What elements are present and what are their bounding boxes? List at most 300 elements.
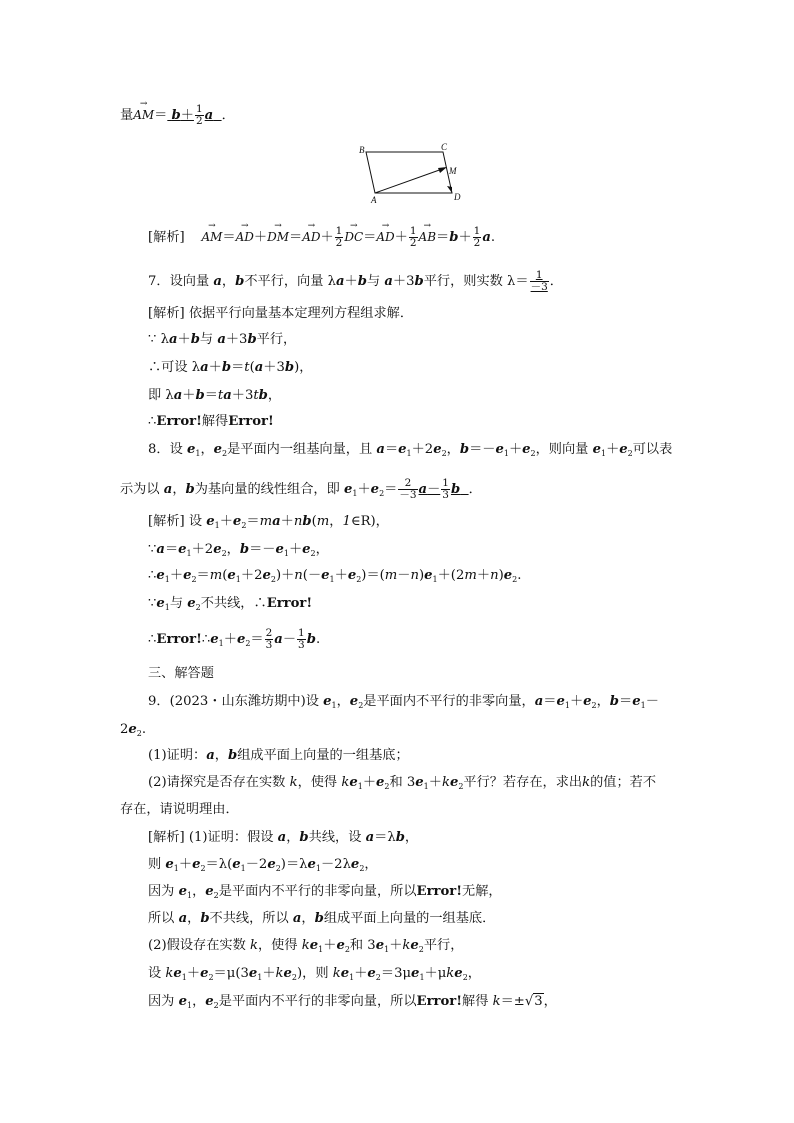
text: ＋	[424, 966, 438, 981]
text: 是平面内不平行的非零向量，所以	[218, 994, 417, 1009]
subscript: 1	[329, 575, 335, 584]
var: e	[262, 568, 271, 583]
greek: λ	[165, 388, 174, 403]
subscript: 2	[462, 973, 468, 982]
sqrt-sign: √	[524, 994, 534, 1009]
solution-9-line-7	[148, 992, 557, 1012]
subscript: 1	[318, 945, 324, 954]
subscript: 2	[213, 1001, 219, 1010]
var: k	[250, 938, 258, 953]
var: e	[178, 542, 187, 557]
solution-9-line-3	[148, 882, 502, 902]
var: e	[350, 857, 360, 872]
fraction	[297, 628, 306, 651]
text: 平行，	[423, 938, 464, 953]
solution-9-line-4	[148, 909, 495, 929]
subscript: 1	[240, 864, 246, 873]
subscript: 2	[291, 973, 298, 982]
subscript: 2	[591, 701, 597, 710]
text: 组成平面上向量的一组基底；	[237, 748, 409, 763]
var: e	[128, 722, 137, 737]
var: e	[433, 442, 442, 457]
subscript: 2	[208, 973, 214, 982]
var: e	[347, 568, 357, 583]
var: b	[247, 332, 257, 347]
text: 和 3	[389, 775, 416, 790]
subscript: 2	[344, 945, 350, 954]
text: ，使得	[297, 775, 342, 790]
text: ＝	[205, 857, 219, 872]
var: e	[454, 966, 463, 981]
var: b	[357, 274, 367, 289]
text: ∴	[148, 568, 157, 583]
var: m	[316, 514, 330, 529]
answer-blank	[167, 103, 221, 127]
var: e	[449, 775, 459, 790]
solution-7-line-5	[148, 412, 274, 432]
var: k	[341, 775, 350, 790]
var: k	[441, 775, 450, 790]
var: b	[299, 830, 309, 845]
text: ＝	[222, 230, 236, 245]
text: ＝	[515, 274, 529, 289]
question-9-part-2-cont	[120, 800, 239, 820]
subscript: 1	[384, 945, 390, 954]
var: e	[376, 775, 385, 790]
subscript: 1	[164, 603, 170, 612]
text: ，	[214, 748, 228, 763]
text: (	[249, 360, 255, 375]
text: 即	[148, 388, 166, 403]
text: 与	[199, 332, 218, 347]
var: k	[332, 966, 341, 981]
subscript: 2	[418, 945, 424, 954]
label-d: D	[454, 192, 461, 202]
var: e	[349, 694, 359, 709]
var: e	[156, 596, 165, 611]
var: a	[384, 274, 393, 289]
num: 1	[535, 269, 543, 281]
error-placeholder: Error!	[416, 884, 463, 899]
answer-fraction	[530, 270, 549, 293]
den: 3	[298, 639, 305, 651]
vector-am: → AM	[133, 105, 154, 125]
var: e	[205, 994, 214, 1009]
var: e	[592, 442, 601, 457]
var: m	[209, 568, 223, 583]
var: k	[582, 775, 591, 790]
var: e	[370, 482, 380, 497]
fraction	[265, 628, 274, 651]
var: e	[156, 568, 165, 583]
text: (1)证明：	[148, 748, 207, 763]
text: 平行，则实数	[423, 274, 508, 289]
greek: λ	[507, 274, 516, 289]
subscript: 1	[315, 864, 321, 873]
subscript: 2	[213, 891, 219, 900]
var: a	[213, 274, 222, 289]
var: b	[200, 911, 210, 926]
text: ＝	[250, 632, 264, 647]
var: b	[284, 360, 295, 375]
text: ＋	[394, 230, 408, 245]
text: ＋	[262, 966, 276, 981]
var: a	[376, 442, 385, 457]
var: a	[336, 274, 345, 289]
var: a	[217, 332, 226, 347]
subscript: 1	[186, 1001, 193, 1010]
var: a	[168, 332, 178, 347]
fraction	[441, 478, 450, 501]
text: ，	[315, 542, 329, 557]
text: －	[397, 568, 411, 583]
var: k	[165, 966, 174, 981]
var: e	[619, 442, 628, 457]
text: ∵	[148, 332, 161, 347]
subscript: 1	[195, 449, 201, 458]
vector: → AD	[236, 227, 254, 247]
subscript: 1	[164, 575, 170, 584]
text: )	[498, 568, 504, 583]
var: e	[302, 542, 311, 557]
text: ＋3	[231, 388, 254, 403]
greek: λ	[191, 360, 201, 375]
subscript: 2	[241, 521, 247, 530]
subscript: 1	[283, 549, 289, 558]
text: 因为	[148, 994, 179, 1009]
text: 7．设向量	[148, 274, 214, 289]
text: .	[517, 568, 522, 583]
subscript: 1	[173, 864, 179, 873]
subscript: 2	[221, 549, 227, 558]
question-9-line-2	[120, 720, 146, 740]
var: n	[490, 568, 499, 583]
greek: μ	[437, 966, 447, 981]
var: e	[192, 857, 201, 872]
section-heading	[148, 664, 214, 684]
text: 所以	[148, 911, 179, 926]
text: 无解，	[462, 884, 502, 899]
subscript: 2	[191, 575, 197, 584]
var: e	[410, 938, 419, 953]
fraction	[195, 104, 204, 127]
var: b	[190, 332, 200, 347]
text: 组成平面上向量的一组基底．	[323, 911, 496, 926]
solution-8-line-4	[148, 594, 312, 614]
var: e	[210, 632, 219, 647]
fill-blank-line-6	[120, 104, 235, 127]
error-placeholder: Error!	[228, 414, 274, 429]
var: k	[446, 966, 455, 981]
text: 与	[169, 596, 188, 611]
greek: μ	[226, 966, 236, 981]
var: t	[253, 388, 259, 403]
var: e	[283, 966, 292, 981]
var: a	[173, 388, 183, 403]
text: ，	[446, 442, 460, 457]
var: b	[239, 542, 250, 557]
text: ＋	[182, 388, 196, 403]
subscript: 2	[530, 449, 536, 458]
text: ∴	[201, 632, 211, 647]
question-9-part-1	[148, 746, 409, 766]
text: ＋	[177, 332, 191, 347]
var: e	[340, 966, 350, 981]
subscript: 2	[270, 575, 276, 584]
text: ＋	[357, 482, 371, 497]
var: b	[449, 230, 459, 245]
text: ＋	[476, 568, 491, 583]
subscript: 1	[419, 973, 425, 982]
fraction	[409, 226, 418, 249]
text: )＝	[280, 857, 300, 872]
text: ．	[468, 482, 482, 497]
var: a	[365, 830, 375, 845]
text: 设	[148, 966, 166, 981]
var: e	[232, 514, 242, 529]
solution-8-line-3	[148, 566, 521, 586]
text: ＋	[458, 230, 472, 245]
text: 的值；若不	[590, 775, 657, 790]
subscript: 1	[432, 575, 438, 584]
text: －2	[245, 857, 268, 872]
num: 1	[409, 225, 417, 237]
var: a	[178, 911, 188, 926]
text: ，	[221, 274, 236, 289]
text: 为基向量的线性组合，即	[194, 482, 344, 497]
text: ，	[596, 694, 610, 709]
error-placeholder: Error!	[416, 994, 463, 1009]
var: e	[183, 568, 192, 583]
text: ＋	[186, 966, 201, 981]
subscript: 2	[358, 701, 364, 710]
question-9-line-1	[148, 692, 659, 712]
text: ，使得	[258, 938, 302, 953]
text: .	[315, 632, 321, 647]
question-8-line-1	[148, 440, 672, 460]
text: ，	[404, 830, 419, 845]
text: ＋	[320, 230, 334, 245]
var: k	[301, 938, 310, 953]
den: 2	[409, 237, 417, 249]
var: e	[186, 442, 196, 457]
var: e	[275, 542, 284, 557]
text: )＝(	[361, 568, 385, 583]
subscript: 1	[357, 782, 363, 791]
text: ＋	[334, 568, 348, 583]
vector: → AB	[419, 227, 436, 247]
radicand: 3	[534, 994, 543, 1009]
var: a	[277, 830, 287, 845]
subscript: 2	[195, 603, 201, 612]
text: 解得	[201, 414, 229, 429]
subscript: 1	[503, 449, 509, 458]
text: －	[282, 632, 297, 647]
var: a	[163, 482, 173, 497]
vector: → AD	[376, 227, 394, 247]
var: b	[235, 274, 245, 289]
text: ∴可设	[148, 360, 192, 375]
subscript: 2	[627, 449, 633, 458]
text: ＝	[196, 568, 210, 583]
text: ＋	[389, 938, 403, 953]
var: b	[302, 514, 312, 529]
var: b	[195, 388, 205, 403]
text: ．	[549, 274, 563, 289]
var: e	[267, 857, 276, 872]
var: e	[415, 775, 424, 790]
subscript: 1	[600, 449, 607, 458]
text: ＝	[436, 230, 450, 245]
var: a	[156, 542, 165, 557]
var: b	[450, 482, 461, 497]
var: e	[227, 568, 236, 583]
text: ＋	[428, 775, 442, 790]
subscript: 1	[331, 701, 337, 710]
text: 量	[120, 108, 134, 123]
text: ，	[329, 514, 343, 529]
text: 是平面内一组基向量，且	[227, 442, 377, 457]
var: e	[178, 884, 187, 899]
text: ＋	[354, 966, 368, 981]
text: 则	[148, 857, 166, 872]
text: ，	[364, 857, 378, 872]
subscript: 1	[257, 973, 263, 982]
var: k	[492, 994, 501, 1009]
var: k	[275, 966, 284, 981]
var: a	[274, 632, 283, 647]
text: (2)假设存在实数	[148, 938, 250, 953]
text: ＋	[288, 542, 303, 557]
text: ＝－	[249, 542, 276, 557]
text: .	[490, 230, 496, 245]
var: b	[306, 632, 316, 647]
solution-6	[148, 226, 495, 249]
text: )，则	[297, 966, 333, 981]
text: ，	[286, 830, 300, 845]
text: ＋	[208, 360, 222, 375]
text: 共线，设	[308, 830, 366, 845]
var: t	[217, 388, 224, 403]
text: ＋	[606, 442, 620, 457]
text: 是平面内不平行的非零向量，所以	[218, 884, 417, 899]
text: ∴	[148, 632, 157, 647]
question-9-part-2	[148, 773, 656, 793]
var: e	[321, 568, 330, 583]
text: ，则向量	[535, 442, 593, 457]
text: ，	[336, 694, 350, 709]
error-placeholder: Error!	[156, 632, 202, 647]
var: b	[609, 694, 620, 709]
text: ＋	[280, 514, 294, 529]
var: a	[418, 482, 428, 497]
var: e	[205, 884, 214, 899]
text: ∴	[148, 414, 157, 429]
subscript: 2	[458, 782, 464, 791]
subscript: 2	[310, 549, 316, 558]
var: n	[410, 568, 419, 583]
text: ＋2	[240, 568, 263, 583]
text: 不共线，∴	[200, 596, 267, 611]
text: ＋	[219, 514, 233, 529]
text: 是平面内不平行的非零向量，	[363, 694, 535, 709]
subscript: 2	[222, 449, 228, 458]
greek: λ	[387, 830, 396, 845]
text: ＝	[384, 442, 399, 457]
den: 2	[195, 115, 203, 127]
text: ＋	[169, 568, 184, 583]
num: 1	[335, 225, 343, 237]
var: e	[165, 857, 174, 872]
var: e	[173, 966, 182, 981]
label-a: A	[371, 195, 377, 205]
text: ＋3	[263, 360, 285, 375]
greek: μ	[402, 966, 412, 981]
label-m: M	[449, 166, 457, 176]
subscript: 1	[349, 973, 355, 982]
subscript: 2	[356, 575, 362, 584]
text: 三、解答题	[148, 666, 214, 681]
text: 因为	[148, 884, 179, 899]
answer-blank	[397, 477, 468, 501]
var: m	[464, 568, 477, 583]
var: e	[213, 542, 222, 557]
text: ，	[467, 966, 481, 981]
var: e	[503, 568, 513, 583]
den: 2	[335, 237, 343, 249]
num: 1	[473, 225, 481, 237]
vector: → DC	[344, 227, 363, 247]
var: a	[292, 911, 302, 926]
var: e	[556, 694, 565, 709]
text: ，	[192, 884, 206, 899]
subscript: 1	[406, 449, 412, 458]
text: ＝	[164, 542, 179, 557]
fraction	[398, 478, 417, 501]
text: ＋	[569, 694, 584, 709]
var: e	[187, 596, 196, 611]
den: －3	[399, 489, 417, 501]
var: a	[206, 748, 215, 763]
text: 平行，	[256, 332, 297, 347]
var: b	[185, 482, 195, 497]
den: 3	[442, 489, 449, 501]
text: (	[222, 568, 228, 583]
subscript: 1	[214, 521, 220, 530]
text: 和 3	[349, 938, 376, 953]
text: 存在，请说明理由．	[120, 802, 239, 817]
num: 2	[404, 477, 412, 489]
var: t	[244, 360, 250, 375]
arrow-head-cd	[447, 186, 452, 193]
var: e	[213, 442, 223, 457]
solution-8-line-5	[148, 628, 320, 651]
text: )	[418, 568, 425, 583]
subscript: 1	[181, 973, 187, 982]
text: ，	[226, 542, 240, 557]
text: －	[645, 694, 659, 709]
text: ＋3	[392, 274, 415, 289]
var: 1	[342, 514, 351, 529]
var: k	[402, 938, 411, 953]
text: ＋3	[225, 332, 248, 347]
vector: → AD	[302, 227, 320, 247]
var: e	[375, 938, 385, 953]
text: ＋	[178, 857, 193, 872]
error-placeholder: Error!	[266, 596, 313, 611]
var: e	[522, 442, 531, 457]
fraction	[473, 226, 482, 249]
